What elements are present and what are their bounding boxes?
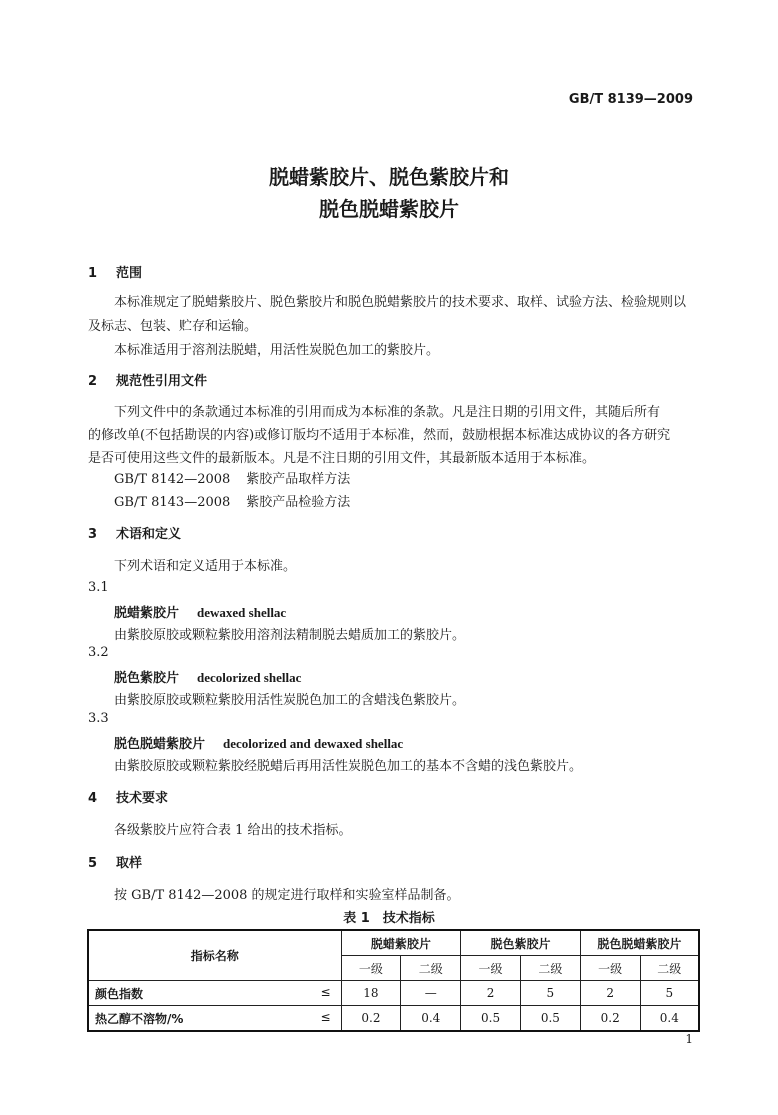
section-heading-3 bbox=[88, 523, 181, 542]
table-cell: 5 bbox=[520, 981, 580, 1006]
row-label bbox=[88, 1006, 341, 1032]
row-name: 热乙醇不溶物/% bbox=[95, 1011, 184, 1026]
column-group-header: 脱蜡紫胶片 bbox=[341, 930, 461, 956]
leq-symbol: ≤ bbox=[320, 1010, 331, 1024]
section-number: 3 bbox=[88, 527, 98, 542]
table-cell: 5 bbox=[640, 981, 699, 1006]
paragraph: 下列文件中的条款通过本标准的引用而成为本标准的条款。凡是注日期的引用文件，其随后所有 bbox=[114, 405, 661, 420]
term-entry bbox=[114, 733, 403, 752]
table-row bbox=[88, 1006, 699, 1032]
row-label bbox=[88, 981, 341, 1006]
reference-name: 紫胶产品检验方法 bbox=[246, 495, 351, 510]
section-heading-2 bbox=[88, 370, 207, 389]
section-title: 规范性引用文件 bbox=[116, 374, 208, 389]
section-number: 4 bbox=[88, 791, 98, 806]
section-title: 取样 bbox=[116, 856, 143, 871]
table-cell: 0.5 bbox=[461, 1006, 521, 1032]
table-cell: 18 bbox=[341, 981, 401, 1006]
reference-code: GB/T 8143—2008 bbox=[114, 495, 231, 510]
paragraph: 下列术语和定义适用于本标准。 bbox=[114, 559, 297, 574]
section-number: 5 bbox=[88, 856, 98, 871]
table-header-row bbox=[88, 930, 699, 956]
table-cell: 0.2 bbox=[341, 1006, 401, 1032]
row-name: 颜色指数 bbox=[95, 986, 144, 1001]
term-en: decolorized and dewaxed shellac bbox=[223, 736, 404, 751]
paragraph: 本标准适用于溶剂法脱蜡，用活性炭脱色加工的紫胶片。 bbox=[114, 343, 440, 358]
term-definition: 由紫胶原胶或颗粒紫胶用活性炭脱色加工的含蜡浅色紫胶片。 bbox=[114, 693, 466, 708]
table-row bbox=[88, 981, 699, 1006]
grade-header: 一级 bbox=[461, 956, 521, 981]
section-number: 1 bbox=[88, 266, 98, 281]
grade-header: 二级 bbox=[640, 956, 699, 981]
term-entry bbox=[114, 602, 286, 621]
paragraph-continued: 是否可使用这些文件的最新版本。凡是不注日期的引用文件，其最新版本适用于本标准。 bbox=[88, 451, 596, 466]
term-zh: 脱蜡紫胶片 bbox=[114, 606, 180, 621]
section-heading-1 bbox=[88, 262, 142, 281]
term-definition: 由紫胶原胶或颗粒紫胶经脱蜡后再用活性炭脱色加工的基本不含蜡的浅色紫胶片。 bbox=[114, 759, 583, 774]
section-title: 技术要求 bbox=[116, 791, 169, 806]
term-number: 3.3 bbox=[88, 711, 109, 726]
leq-symbol: ≤ bbox=[320, 985, 331, 999]
term-entry bbox=[114, 667, 301, 686]
table-cell: — bbox=[401, 981, 461, 1006]
document-title-line2: 脱色脱蜡紫胶片 bbox=[319, 197, 459, 221]
paragraph-continued: 的修改单(不包括勘误的内容)或修订版均不适用于本标准，然而，鼓励根据本标准达成协议的各方研究 bbox=[88, 428, 671, 443]
section-heading-4 bbox=[88, 787, 168, 806]
grade-header: 二级 bbox=[401, 956, 461, 981]
page-number: 1 bbox=[685, 1032, 693, 1046]
paragraph: 各级紫胶片应符合表 1 给出的技术指标。 bbox=[114, 823, 352, 838]
section-title: 范围 bbox=[116, 266, 143, 281]
section-number: 2 bbox=[88, 374, 98, 389]
table-cell: 2 bbox=[461, 981, 521, 1006]
reference-item bbox=[114, 491, 350, 510]
paragraph-continued: 及标志、包装、贮存和运输。 bbox=[88, 319, 258, 334]
grade-header: 二级 bbox=[520, 956, 580, 981]
table-cell: 2 bbox=[580, 981, 640, 1006]
term-definition: 由紫胶原胶或颗粒紫胶用溶剂法精制脱去蜡质加工的紫胶片。 bbox=[114, 628, 466, 643]
reference-item bbox=[114, 468, 350, 487]
term-en: decolorized shellac bbox=[197, 670, 302, 685]
table-cell: 0.4 bbox=[401, 1006, 461, 1032]
column-group-header: 脱色脱蜡紫胶片 bbox=[580, 930, 699, 956]
paragraph: 按 GB/T 8142—2008 的规定进行取样和实验室样品制备。 bbox=[114, 888, 460, 903]
term-number: 3.1 bbox=[88, 580, 109, 595]
reference-name: 紫胶产品取样方法 bbox=[246, 472, 351, 487]
reference-code: GB/T 8142—2008 bbox=[114, 472, 231, 487]
grade-header: 一级 bbox=[341, 956, 401, 981]
table-cell: 0.5 bbox=[520, 1006, 580, 1032]
spec-table bbox=[87, 929, 700, 1032]
column-group-header: 脱色紫胶片 bbox=[461, 930, 581, 956]
term-number: 3.2 bbox=[88, 645, 109, 660]
term-zh: 脱色紫胶片 bbox=[114, 671, 180, 686]
document-title-line1: 脱蜡紫胶片、脱色紫胶片和 bbox=[269, 165, 509, 189]
column-header-name: 指标名称 bbox=[88, 930, 341, 981]
table-cell: 0.2 bbox=[580, 1006, 640, 1032]
table-cell: 0.4 bbox=[640, 1006, 699, 1032]
table-caption: 表 1 技术指标 bbox=[343, 911, 435, 926]
section-heading-5 bbox=[88, 852, 142, 871]
term-zh: 脱色脱蜡紫胶片 bbox=[114, 737, 206, 752]
grade-header: 一级 bbox=[580, 956, 640, 981]
term-en: dewaxed shellac bbox=[197, 605, 287, 620]
paragraph: 本标准规定了脱蜡紫胶片、脱色紫胶片和脱色脱蜡紫胶片的技术要求、取样、试验方法、检验规则以 bbox=[114, 295, 687, 310]
section-title: 术语和定义 bbox=[116, 527, 182, 542]
standard-number: GB/T 8139—2009 bbox=[568, 92, 693, 107]
